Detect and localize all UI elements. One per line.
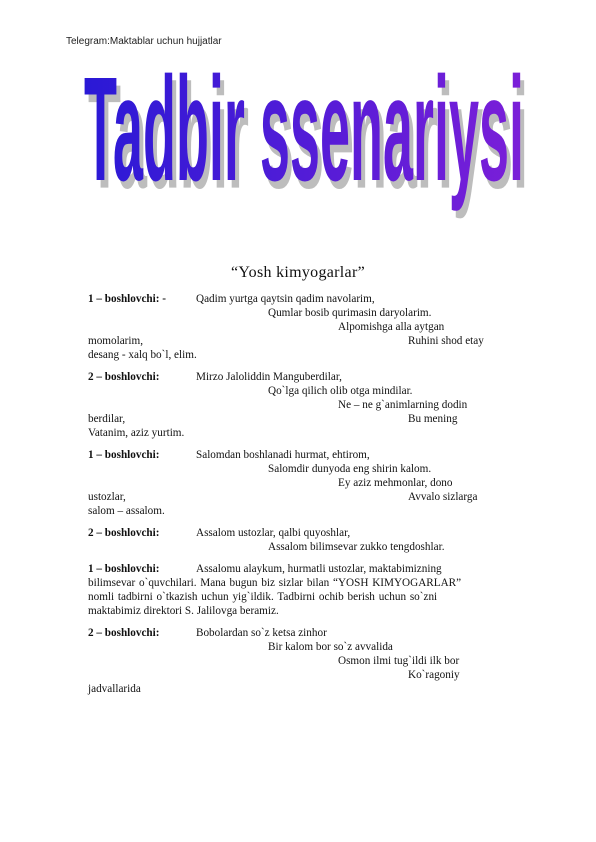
prose-line: Assalomu alaykum, hurmatli ustozlar, maktabimizning — [196, 563, 442, 575]
prose-line: maktabimiz direktori S. Jalilovga beramiz. — [88, 605, 279, 617]
speaker-label: 2 – boshlovchi: — [88, 527, 160, 539]
verse-line: berdilar, — [88, 413, 126, 425]
verse-line: Avvalo sizlarga — [408, 491, 478, 503]
verse-line: Ko`ragoniy — [408, 669, 460, 681]
prose-line: nomli tadbirni o`tkazish uchun yig`ildik. Tadbirni ochib berish uchun so`zni — [88, 591, 438, 603]
verse-line: Salomdir dunyoda eng shirin kalom. — [268, 463, 432, 475]
speaker-label: 2 – boshlovchi: — [88, 371, 160, 383]
speaker-label: 1 – boshlovchi: — [88, 563, 160, 575]
title-wordart — [80, 58, 530, 238]
dialogue-block — [88, 526, 508, 554]
verse-line: salom – assalom. — [88, 505, 165, 517]
page-header: Telegram:Maktablar uchun hujjatlar — [66, 36, 222, 47]
dialogue-block — [88, 562, 508, 618]
verse-line: Qo`lga qilich olib otga mindilar. — [268, 385, 413, 397]
title-text: Tadbir ssenariysi — [83, 58, 524, 213]
verse-line: momolarim, — [88, 335, 143, 347]
speaker-label: 1 – boshlovchi: - — [88, 293, 167, 305]
verse-line: Alpomishga alla aytgan — [338, 321, 445, 333]
verse-line: Ey aziz mehmonlar, dono — [338, 477, 453, 489]
script-body — [88, 292, 508, 704]
verse-line: Vatanim, aziz yurtim. — [88, 427, 185, 439]
verse-line: Bir kalom bor so`z avvalida — [268, 641, 393, 653]
dialogue-block — [88, 292, 508, 362]
verse-line: Salomdan boshlanadi hurmat, ehtirom, — [196, 449, 370, 461]
speaker-label: 2 – boshlovchi: — [88, 627, 160, 639]
verse-line: ustozlar, — [88, 491, 126, 503]
title-shadow: Tadbir ssenariysi — [87, 58, 529, 221]
verse-line: Bobolardan so`z ketsa zinhor — [196, 627, 327, 639]
verse-line: Qumlar bosib qurimasin daryolarim. — [268, 307, 432, 319]
prose-line: bilimsevar o`quvchilari. Mana bugun biz sizlar bilan “YOSH KIMYOGARLAR” — [88, 577, 462, 589]
verse-line: Bu mening — [408, 413, 458, 425]
verse-line: Ne – ne g`animlarning dodin — [338, 399, 468, 411]
verse-line: Assalom ustozlar, qalbi quyoshlar, — [196, 527, 351, 539]
verse-line: Assalom bilimsevar zukko tengdoshlar. — [268, 541, 445, 553]
verse-line: Qadim yurtga qaytsin qadim navolarim, — [196, 293, 375, 305]
verse-line: desang - xalq bo`l, elim. — [88, 349, 197, 361]
subtitle: “Yosh kimyogarlar” — [231, 264, 365, 281]
verse-line: Osmon ilmi tug`ildi ilk bor — [338, 655, 460, 667]
dialogue-block — [88, 448, 508, 518]
dialogue-block — [88, 370, 508, 440]
speaker-label: 1 – boshlovchi: — [88, 449, 160, 461]
verse-line: jadvallarida — [88, 683, 141, 695]
verse-line: Ruhini shod etay — [408, 335, 484, 347]
verse-line: Mirzo Jaloliddin Manguberdilar, — [196, 371, 342, 383]
dialogue-block — [88, 626, 508, 696]
